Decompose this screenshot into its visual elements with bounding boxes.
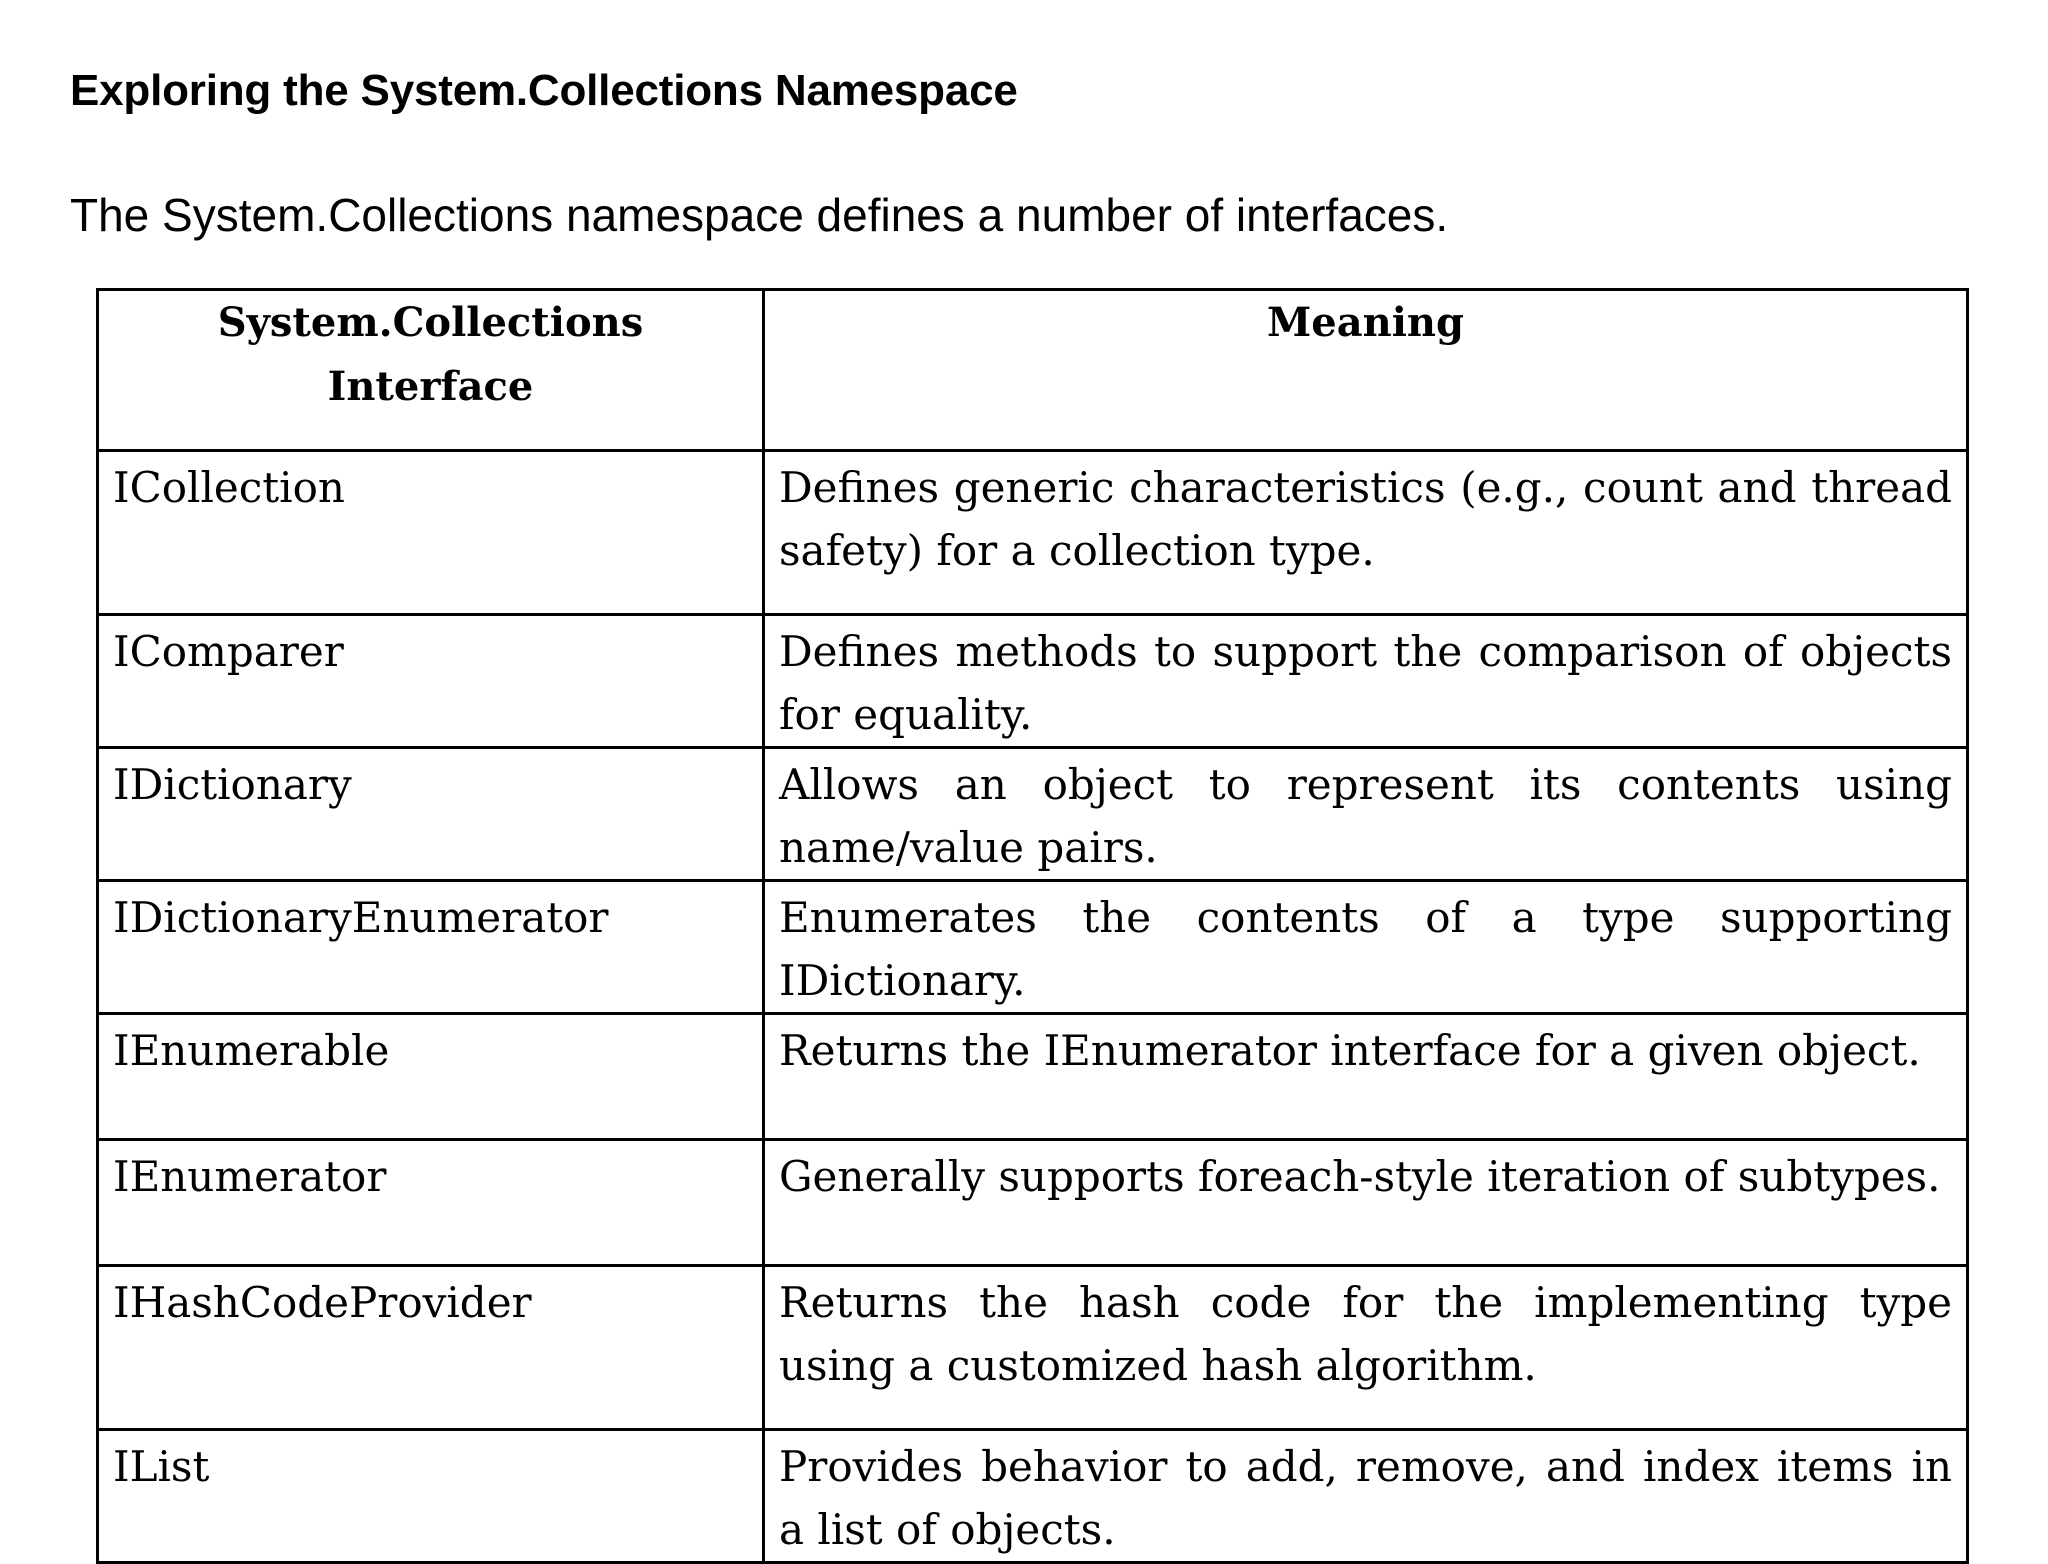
table-row — [98, 1266, 1968, 1430]
interface-name-cell — [98, 1266, 764, 1430]
table-row — [98, 1140, 1968, 1266]
interface-name: IEnumerable — [113, 1026, 390, 1075]
interface-name-cell — [98, 748, 764, 881]
meaning-cell — [764, 1014, 1968, 1140]
interface-name-cell — [98, 1430, 764, 1563]
meaning-cell — [764, 748, 1968, 881]
table-row — [98, 748, 1968, 881]
interface-name-cell — [98, 615, 764, 748]
table-header-row — [98, 290, 1968, 451]
table-row — [98, 1014, 1968, 1140]
interface-meaning: Returns the hash code for the implementing type using a customized hash algorithm. — [779, 1278, 1952, 1390]
interface-name-cell — [98, 1014, 764, 1140]
interface-name-cell — [98, 1140, 764, 1266]
interface-name: ICollection — [113, 463, 345, 512]
meaning-cell — [764, 881, 1968, 1014]
header-interface — [98, 290, 764, 451]
table-row — [98, 451, 1968, 615]
intro-paragraph: The System.Collections namespace defines a number of interfaces. — [70, 189, 1449, 241]
page-heading: Exploring the System.Collections Namespace — [70, 66, 1018, 115]
table-row — [98, 1430, 1968, 1563]
interface-name: IEnumerator — [113, 1152, 387, 1201]
interfaces-table — [96, 288, 1969, 1564]
interface-meaning: Allows an object to represent its contents using name/value pairs. — [779, 760, 1952, 872]
meaning-cell — [764, 1140, 1968, 1266]
interface-name: IList — [113, 1442, 210, 1491]
header-interface-label: System.Collections Interface — [217, 299, 644, 410]
interface-name-cell — [98, 451, 764, 615]
interface-meaning: Returns the IEnumerator interface for a given object. — [779, 1026, 1921, 1075]
meaning-cell — [764, 451, 1968, 615]
header-meaning: Meaning — [764, 290, 1968, 451]
interface-meaning: Defines methods to support the comparison of objects for equality. — [779, 627, 1952, 739]
meaning-cell — [764, 615, 1968, 748]
interface-name-cell — [98, 881, 764, 1014]
interface-name: IHashCodeProvider — [113, 1278, 532, 1327]
meaning-cell — [764, 1266, 1968, 1430]
interface-meaning: Generally supports foreach-style iteration of subtypes. — [779, 1152, 1941, 1201]
interface-meaning: Enumerates the contents of a type supporting IDictionary. — [779, 893, 1952, 1005]
table-row — [98, 881, 1968, 1014]
table-row — [98, 615, 1968, 748]
interface-name: IComparer — [113, 627, 344, 676]
meaning-cell — [764, 1430, 1968, 1563]
interface-meaning: Provides behavior to add, remove, and index items in a list of objects. — [779, 1442, 1952, 1554]
interface-name: IDictionaryEnumerator — [113, 893, 609, 942]
interface-name: IDictionary — [113, 760, 352, 809]
interface-meaning: Defines generic characteristics (e.g., count and thread safety) for a collection type. — [779, 463, 1952, 575]
